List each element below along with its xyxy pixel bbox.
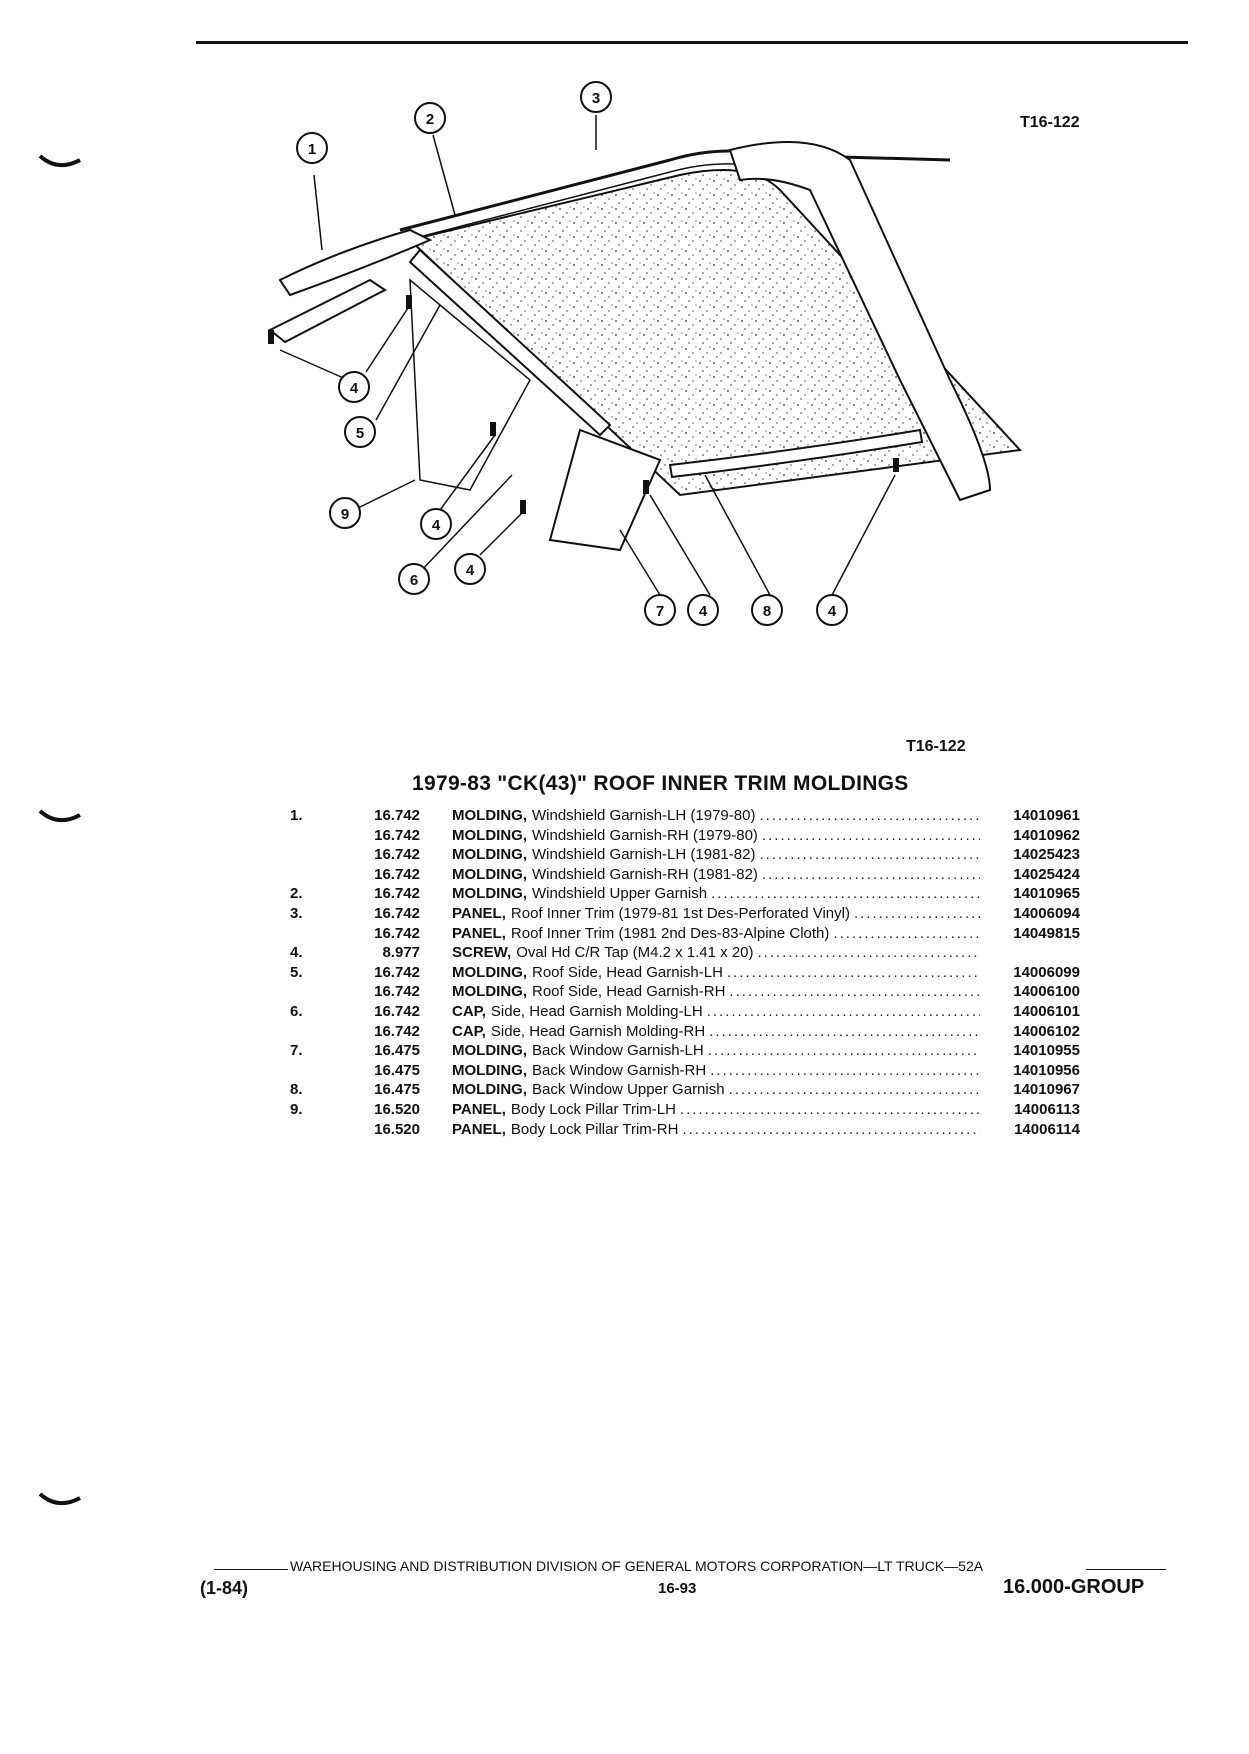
part-number: 14010965 [1013, 885, 1080, 903]
parts-row [290, 1100, 1080, 1120]
group-number: 16.742 [374, 846, 420, 864]
group-number: 16.520 [374, 1100, 420, 1118]
item-number [290, 826, 348, 846]
part-name: SCREW, [452, 944, 512, 962]
callout-1: 1 [307, 141, 317, 158]
group-number: 16.742 [374, 1002, 420, 1020]
parts-row [290, 826, 1080, 846]
part-desc: Back Window Garnish-LH [532, 1042, 704, 1060]
leader-dots [707, 1002, 980, 1022]
callout-3: 3 [591, 90, 601, 107]
group-number: 8.977 [382, 944, 420, 962]
part-description [452, 806, 984, 826]
item-number [290, 1120, 348, 1140]
callout-4: 4 [431, 517, 441, 534]
part-desc: Roof Side, Head Garnish-LH [532, 963, 723, 981]
part-name: CAP, [452, 1022, 486, 1040]
part-desc: Windshield Garnish-RH (1979-80) [532, 826, 758, 844]
leader-dots [758, 943, 980, 963]
part-name: MOLDING, [452, 963, 527, 981]
parts-row [290, 982, 1080, 1002]
leader-dots [710, 1061, 980, 1081]
leader-dots [759, 845, 980, 865]
part-number: 14006094 [1013, 904, 1080, 922]
group-number: 16.475 [374, 1081, 420, 1099]
part-number: 14025424 [1013, 865, 1080, 883]
callout-4: 4 [349, 380, 359, 397]
parts-row [290, 1002, 1080, 1022]
parts-row [290, 1022, 1080, 1042]
parts-row [290, 845, 1080, 865]
part-number: 14006114 [1014, 1120, 1080, 1138]
part-number: 14049815 [1013, 924, 1080, 942]
parts-row [290, 1120, 1080, 1140]
part-desc: Body Lock Pillar Trim-LH [510, 1100, 676, 1118]
group-number: 16.742 [374, 885, 420, 903]
callout-8: 8 [762, 603, 772, 620]
footer-rule-left [214, 1569, 288, 1570]
part-number: 14025423 [1013, 846, 1080, 864]
item-number [290, 924, 348, 944]
leader-dots [729, 982, 980, 1002]
part-desc: Roof Inner Trim (1981 2nd Des-83-Alpine Cloth) [510, 924, 830, 942]
part-name: MOLDING, [452, 1081, 527, 1099]
part-name: MOLDING, [452, 885, 527, 903]
group-number: 16.742 [374, 1022, 420, 1040]
binder-hole-mark-top [38, 152, 82, 174]
item-number: 7. [290, 1042, 303, 1060]
leader-dots [729, 1080, 980, 1100]
part-desc: Back Window Upper Garnish [532, 1081, 725, 1099]
parts-row [290, 806, 1080, 826]
group-number: 16.742 [374, 924, 420, 942]
exploded-parts-diagram [250, 80, 1130, 700]
binder-hole-mark-bottom [38, 1490, 82, 1512]
item-number [290, 845, 348, 865]
item-number: 3. [290, 904, 303, 922]
callout-5: 5 [355, 425, 365, 442]
part-desc: Windshield Upper Garnish [532, 885, 708, 903]
item-number [290, 1061, 348, 1081]
binder-hole-mark-middle [38, 807, 82, 829]
part-name: MOLDING, [452, 983, 527, 1001]
footer-date: (1-84) [200, 1578, 249, 1598]
part-name: PANEL, [452, 1120, 506, 1138]
part-description [452, 826, 984, 846]
group-number: 16.000-GROUP [1003, 1576, 1145, 1598]
item-number: 2. [290, 885, 303, 903]
callout-7: 7 [655, 603, 665, 620]
parts-row [290, 943, 1080, 963]
part-desc: Windshield Garnish-LH (1979-80) [532, 807, 756, 824]
parts-row [290, 884, 1080, 904]
part-number: 14010967 [1013, 1081, 1080, 1099]
part-name: MOLDING, [452, 826, 527, 844]
part-number: 14010955 [1013, 1042, 1080, 1060]
windshield-pillar [280, 230, 430, 295]
part-description [452, 865, 984, 885]
page-number: 16-93 [658, 1580, 697, 1597]
part-description [452, 1080, 984, 1100]
part-desc: Back Window Garnish-RH [532, 1061, 707, 1079]
part-description [452, 943, 984, 963]
part-description [452, 884, 984, 904]
group-number: 16.742 [374, 807, 420, 824]
parts-row [290, 865, 1080, 885]
item-number: 6. [290, 1002, 303, 1020]
part-description [452, 1041, 984, 1061]
parts-row [290, 924, 1080, 944]
leader-dots [709, 1022, 980, 1042]
figure-reference-bottom: T16-122 [906, 738, 966, 755]
item-number: 5. [290, 963, 303, 981]
leader-dots [759, 806, 980, 826]
item-number: 1. [290, 807, 303, 824]
part-desc: Windshield Garnish-LH (1981-82) [532, 846, 756, 864]
top-rule [196, 41, 1188, 44]
part-name: MOLDING, [452, 846, 527, 864]
footer-division: WAREHOUSING AND DISTRIBUTION DIVISION OF GENERAL MOTORS CORPORATION—LT TRUCK—52A [290, 1558, 984, 1574]
part-number: 14006101 [1013, 1002, 1080, 1020]
part-description [452, 1022, 984, 1042]
parts-list [290, 806, 1080, 1139]
part-number [984, 943, 1080, 963]
item-number: 4. [290, 944, 303, 962]
part-name: MOLDING, [452, 1042, 527, 1060]
part-number: 14006102 [1013, 1022, 1080, 1040]
footer-rule-right [1086, 1569, 1166, 1570]
part-number: 14010962 [1013, 826, 1080, 844]
part-number: 14006113 [1014, 1100, 1080, 1118]
group-number: 16.475 [374, 1061, 420, 1079]
group-number: 16.742 [374, 983, 420, 1001]
part-desc: Roof Inner Trim (1979-81 1st Des-Perforated Vinyl) [510, 904, 850, 922]
item-number [290, 865, 348, 885]
part-description [452, 845, 984, 865]
leader-dots [708, 1041, 980, 1061]
item-number: 8. [290, 1081, 303, 1099]
part-name: MOLDING, [452, 1061, 527, 1079]
part-description [452, 924, 984, 944]
part-desc: Oval Hd C/R Tap (M4.2 x 1.41 x 20) [516, 944, 754, 962]
callout-4: 4 [465, 562, 475, 579]
part-description [452, 963, 984, 983]
parts-row [290, 1041, 1080, 1061]
leader-dots [711, 884, 980, 904]
callout-9: 9 [340, 506, 350, 523]
group-number: 16.742 [374, 904, 420, 922]
figure-reference-top: T16-122 [1020, 114, 1080, 131]
parts-row [290, 1080, 1080, 1100]
item-number [290, 1022, 348, 1042]
parts-row [290, 904, 1080, 924]
leader-dots [854, 904, 980, 924]
part-description [452, 1002, 984, 1022]
group-number: 16.520 [374, 1120, 420, 1138]
leader-dots [680, 1100, 980, 1120]
part-name: MOLDING, [452, 865, 527, 883]
leader-dots [762, 826, 980, 846]
leader-dots [833, 924, 980, 944]
part-desc: Side, Head Garnish Molding-RH [490, 1022, 706, 1040]
item-number [290, 982, 348, 1002]
leader-dots [727, 963, 980, 983]
part-description [452, 982, 984, 1002]
part-description [452, 904, 984, 924]
callout-4: 4 [698, 603, 708, 620]
item-number: 9. [290, 1100, 303, 1118]
parts-row [290, 963, 1080, 983]
callout-6: 6 [409, 572, 419, 589]
group-number: 16.475 [374, 1042, 420, 1060]
part-description [452, 1061, 984, 1081]
part-name: MOLDING, [452, 807, 527, 824]
group-number: 16.742 [374, 865, 420, 883]
callout-4: 4 [827, 603, 837, 620]
part-number: 14010961 [1013, 807, 1080, 824]
part-desc: Roof Side, Head Garnish-RH [532, 983, 726, 1001]
part-number: 14010956 [1013, 1061, 1080, 1079]
group-number: 16.742 [374, 963, 420, 981]
part-name: CAP, [452, 1002, 486, 1020]
part-name: PANEL, [452, 1100, 506, 1118]
section-title: 1979-83 "CK(43)" ROOF INNER TRIM MOLDINGS [412, 772, 909, 795]
part-desc: Body Lock Pillar Trim-RH [510, 1120, 679, 1138]
part-desc: Windshield Garnish-RH (1981-82) [532, 865, 758, 883]
part-desc: Side, Head Garnish Molding-LH [490, 1002, 703, 1020]
leader-dots [762, 865, 980, 885]
leader-dots [682, 1120, 980, 1140]
part-description [452, 1120, 984, 1140]
group-number: 16.742 [374, 826, 420, 844]
part-number: 14006099 [1013, 963, 1080, 981]
parts-row [290, 1061, 1080, 1081]
part-number: 14006100 [1013, 983, 1080, 1001]
part-name: PANEL, [452, 904, 506, 922]
part-name: PANEL, [452, 924, 506, 942]
part-description [452, 1100, 984, 1120]
callout-2: 2 [425, 111, 435, 128]
